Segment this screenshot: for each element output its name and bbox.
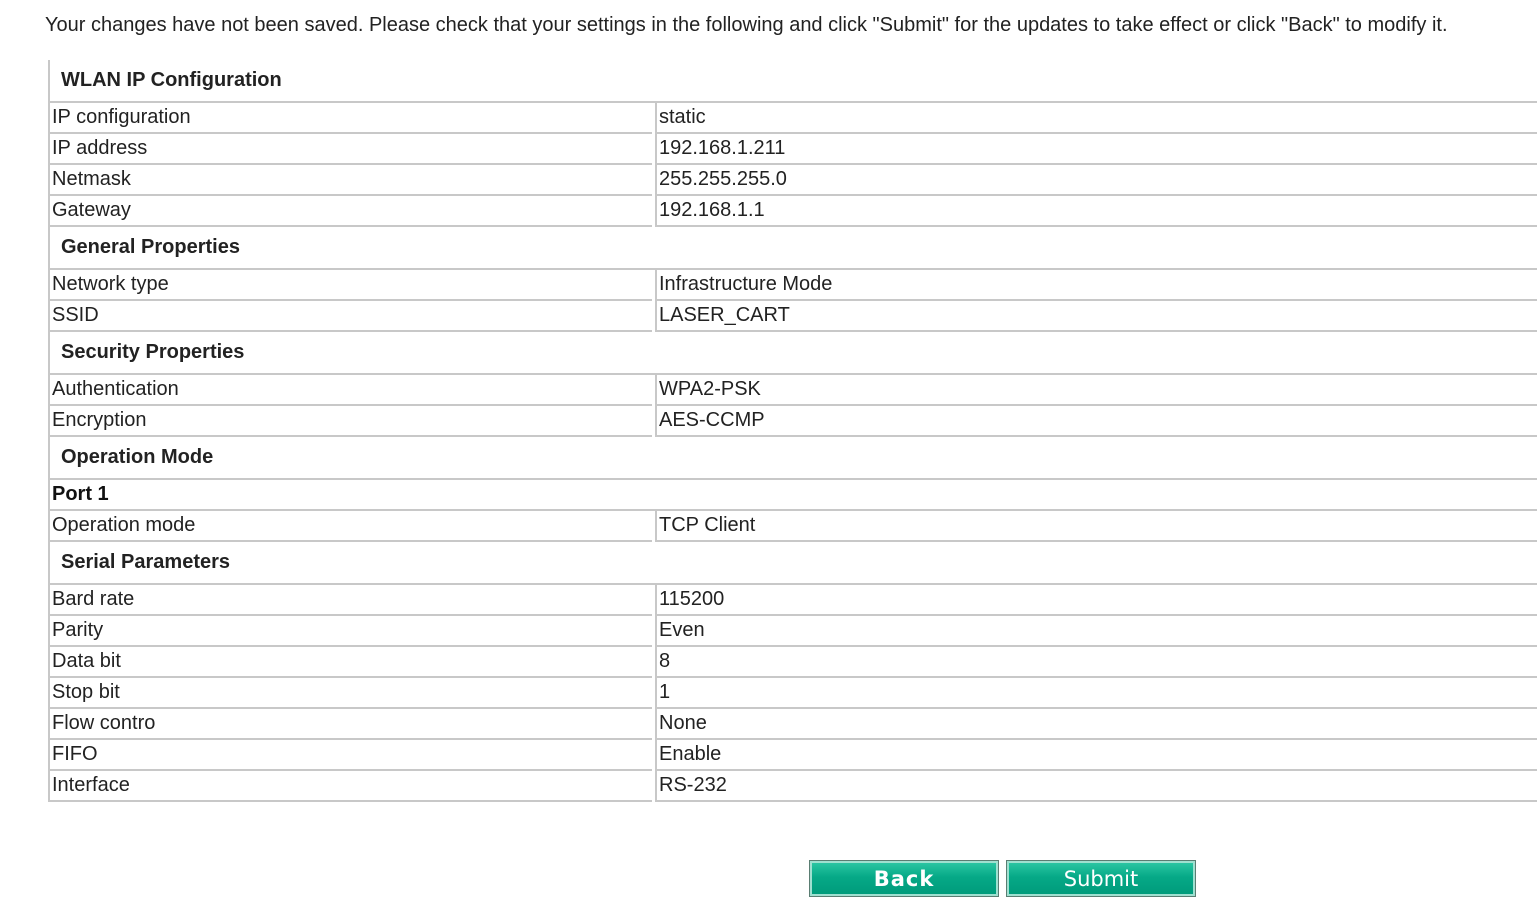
- table-row: [48, 678, 1537, 709]
- row-value-network-type: Infrastructure Mode: [655, 270, 1537, 301]
- table-row: [48, 196, 1537, 227]
- table-row: [48, 375, 1537, 406]
- row-value-fifo: Enable: [655, 740, 1537, 771]
- form-actions: [809, 860, 1196, 897]
- row-value-netmask: 255.255.255.0: [655, 165, 1537, 196]
- row-label-authentication: Authentication: [48, 375, 652, 406]
- table-row: [48, 511, 1537, 542]
- row-label-parity: Parity: [48, 616, 652, 647]
- row-label-network-type: Network type: [48, 270, 652, 301]
- settings-summary-table: [48, 60, 1537, 802]
- unsaved-changes-notice: Your changes have not been saved. Please check that your settings in the following and click "Submit" for the updates to take effect or click "Back" to modify it.: [45, 14, 1448, 36]
- table-row: [48, 709, 1537, 740]
- row-value-ip-configuration: static: [655, 103, 1537, 134]
- table-row: [48, 406, 1537, 437]
- row-value-flow-control: None: [655, 709, 1537, 740]
- section-header-row: [48, 60, 1537, 103]
- port-subheading: Port 1: [48, 480, 1537, 511]
- section-header-row: [48, 332, 1537, 375]
- row-value-baud-rate: 115200: [655, 585, 1537, 616]
- row-label-data-bit: Data bit: [48, 647, 652, 678]
- row-label-ssid: SSID: [48, 301, 652, 332]
- section-header-row: [48, 437, 1537, 480]
- row-label-gateway: Gateway: [48, 196, 652, 227]
- row-value-authentication: WPA2-PSK: [655, 375, 1537, 406]
- section-title-wlan-ip-configuration: WLAN IP Configuration: [48, 60, 1537, 103]
- row-label-interface: Interface: [48, 771, 652, 802]
- table-row: [48, 740, 1537, 771]
- subheading-row: [48, 480, 1537, 511]
- section-title-general-properties: General Properties: [48, 227, 1537, 270]
- table-row: [48, 585, 1537, 616]
- row-label-flow-control: Flow contro: [48, 709, 652, 740]
- row-label-fifo: FIFO: [48, 740, 652, 771]
- section-header-row: [48, 227, 1537, 270]
- row-label-stop-bit: Stop bit: [48, 678, 652, 709]
- table-row: [48, 134, 1537, 165]
- row-label-ip-address: IP address: [48, 134, 652, 165]
- row-value-operation-mode: TCP Client: [655, 511, 1537, 542]
- row-value-interface: RS-232: [655, 771, 1537, 802]
- section-header-row: [48, 542, 1537, 585]
- row-value-gateway: 192.168.1.1: [655, 196, 1537, 227]
- section-title-security-properties: Security Properties: [48, 332, 1537, 375]
- row-value-ip-address: 192.168.1.211: [655, 134, 1537, 165]
- row-label-encryption: Encryption: [48, 406, 652, 437]
- table-row: [48, 270, 1537, 301]
- row-label-operation-mode: Operation mode: [48, 511, 652, 542]
- row-value-stop-bit: 1: [655, 678, 1537, 709]
- row-value-ssid: LASER_CART: [655, 301, 1537, 332]
- row-label-netmask: Netmask: [48, 165, 652, 196]
- table-row: [48, 616, 1537, 647]
- row-value-parity: Even: [655, 616, 1537, 647]
- section-title-operation-mode: Operation Mode: [48, 437, 1537, 480]
- table-row: [48, 647, 1537, 678]
- table-row: [48, 301, 1537, 332]
- table-row: [48, 103, 1537, 134]
- section-title-serial-parameters: Serial Parameters: [48, 542, 1537, 585]
- back-button[interactable]: Back: [809, 860, 999, 897]
- submit-button[interactable]: Submit: [1006, 860, 1196, 897]
- row-label-baud-rate: Bard rate: [48, 585, 652, 616]
- table-row: [48, 771, 1537, 802]
- row-value-encryption: AES-CCMP: [655, 406, 1537, 437]
- row-value-data-bit: 8: [655, 647, 1537, 678]
- row-label-ip-configuration: IP configuration: [48, 103, 652, 134]
- table-row: [48, 165, 1537, 196]
